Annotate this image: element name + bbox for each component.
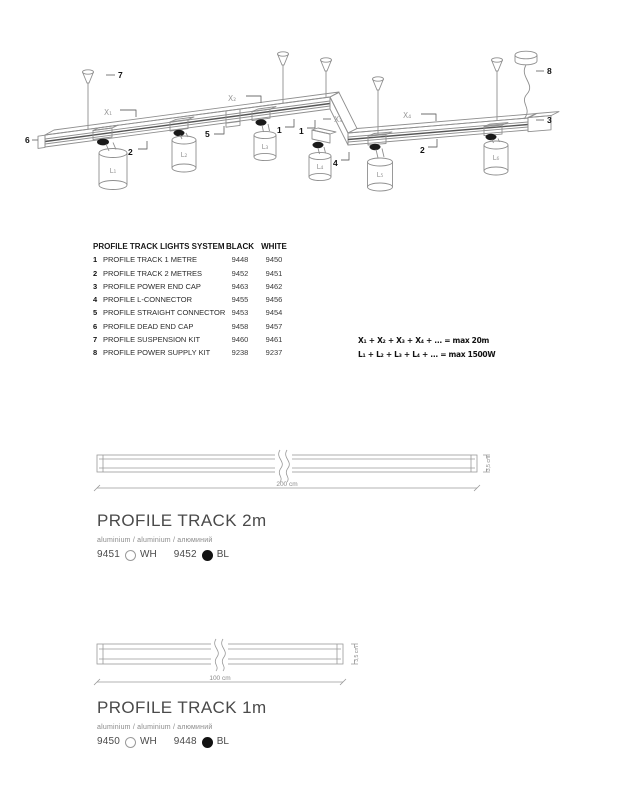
label-x3: X₃ [334,115,343,124]
product-block-2m [97,511,397,560]
code-black: 9238 [231,348,249,358]
power-end-cap [528,112,559,132]
part-name: PROFILE STRAIGHT CONNECTOR [103,308,226,318]
variant-color-label: BL [216,549,229,560]
suspension-kit [278,52,289,103]
power-supply-canopy [515,51,537,119]
label-l1: L₁ [109,167,117,175]
part-number: 6 [93,321,98,331]
table-title: PROFILE TRACK LIGHTS SYSTEM [93,242,225,251]
label-l3: L₃ [261,143,269,151]
dead-end-cap [38,135,45,148]
part-number: 8 [93,348,98,358]
dimension-length-label: 100 cm [209,675,231,682]
black-swatch-icon [202,550,213,561]
label-part-4: 4 [333,158,338,168]
part-number: 2 [93,268,98,278]
part-name: PROFILE SUSPENSION KIT [103,335,201,345]
column-header-black: BLACK [226,242,254,251]
part-name: PROFILE POWER SUPPLY KIT [103,348,211,358]
variant-code: 9450 [97,736,121,747]
variant-code: 9448 [173,736,197,747]
spotlight-l5 [368,132,393,191]
product-title: PROFILE TRACK 1m [97,698,267,717]
white-swatch-icon [125,737,136,748]
variant-code: 9452 [173,549,197,560]
power-cable [524,65,530,119]
code-white: 9237 [265,348,283,358]
code-white: 9454 [265,308,283,318]
track-drawing-1m [0,635,622,695]
suspension-kit [373,77,384,134]
suspension-kit [492,58,503,121]
code-black: 9455 [231,295,249,305]
label-x2: X₂ [228,94,237,103]
label-part-7: 7 [118,70,123,80]
track-beam-right [348,112,559,145]
part-number: 5 [93,308,98,318]
code-white: 9457 [265,321,283,331]
label-l6: L₆ [492,154,500,162]
label-part-2-left: 2 [128,147,133,157]
variants-row [97,549,397,560]
variant-code: 9451 [97,549,121,560]
code-black: 9453 [231,308,249,318]
code-black: 9448 [231,255,249,265]
label-l2: L₂ [180,151,188,159]
formula-max-length: X₁ + X₂ + X₃ + X₄ + ... = max 20m [358,336,490,345]
label-part-3: 3 [547,115,552,125]
label-x4: X₄ [403,111,412,120]
code-black: 9452 [231,268,249,278]
parts-table [93,242,291,362]
system-limits [358,334,495,362]
label-l5: L₅ [376,171,384,179]
suspension-kit [83,70,94,129]
label-l4: L₄ [316,163,324,171]
label-part-2-right: 2 [420,145,425,155]
code-white: 9451 [265,268,283,278]
dimension-height-label: 3,5 cm [486,455,492,472]
label-x1: X₁ [104,108,113,117]
formula-max-power: L₁ + L₂ + L₃ + L₄ + ... = max 1500W [358,350,496,359]
materials-label: aluminium / aluminium / алюминий [97,537,213,544]
white-swatch-icon [125,550,136,561]
black-swatch-icon [202,737,213,748]
variant-color-label: BL [216,736,229,747]
spotlight-l4 [309,128,336,181]
part-number: 7 [93,335,98,345]
label-part-1-a: 1 [277,125,282,135]
code-black: 9458 [231,321,249,331]
label-part-8: 8 [547,66,552,76]
part-name: PROFILE TRACK 1 METRE [103,255,198,265]
code-white: 9450 [265,255,283,265]
code-white: 9456 [265,295,283,305]
materials-label: aluminium / aluminium / алюминий [97,724,213,731]
part-name: PROFILE DEAD END CAP [103,321,194,331]
part-number: 4 [93,295,98,305]
system-diagram [0,30,622,230]
code-black: 9460 [231,335,249,345]
code-white: 9462 [265,281,283,291]
dimension-length-label: 200 cm [276,481,298,488]
suspension-kit [321,58,332,98]
variant-color-label: WH [140,549,157,560]
part-name: PROFILE TRACK 2 METRES [103,268,203,278]
code-white: 9461 [265,335,283,345]
part-number: 3 [93,281,98,291]
part-name: PROFILE POWER END CAP [103,281,201,291]
label-part-5: 5 [205,129,210,139]
track-drawing-2m [0,445,622,505]
part-name: PROFILE L-CONNECTOR [103,295,193,305]
part-number: 1 [93,255,98,265]
variant-color-label: WH [140,736,157,747]
label-part-6: 6 [25,135,30,145]
column-header-white: WHITE [261,242,287,251]
product-block-1m [97,698,397,747]
label-part-1-b: 1 [299,126,304,136]
variants-row [97,736,397,747]
code-black: 9463 [231,281,249,291]
product-title: PROFILE TRACK 2m [97,511,267,530]
dimension-height-label: 3,5 cm [354,646,360,662]
